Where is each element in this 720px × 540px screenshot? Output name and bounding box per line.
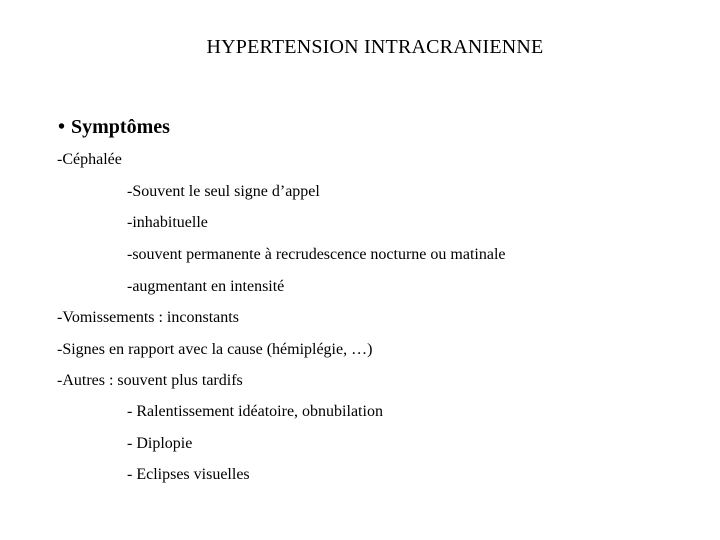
symptom-subline: - Ralentissement idéatoire, obnubilation [127, 403, 383, 420]
symptom-subline: -Souvent le seul signe d’appel [127, 183, 320, 200]
symptom-subline: -souvent permanente à recrudescence nocturne ou matinale [127, 246, 506, 263]
symptom-line: -Signes en rapport avec la cause (hémiplégie, …) [57, 341, 373, 358]
symptom-line: -Vomissements : inconstants [57, 309, 239, 326]
symptom-subline: -augmentant en intensité [127, 278, 285, 295]
slide-title: HYPERTENSION INTRACRANIENNE [206, 36, 544, 58]
section-heading-text: Symptômes [71, 116, 170, 138]
symptom-line: -Autres : souvent plus tardifs [57, 372, 243, 389]
symptom-subline: - Diplopie [127, 435, 193, 452]
symptom-subline: - Eclipses visuelles [127, 466, 250, 483]
bullet-icon: • [58, 116, 66, 138]
symptom-line: -Céphalée [57, 151, 122, 168]
section-heading [58, 116, 170, 139]
symptom-subline: -inhabituelle [127, 214, 208, 231]
